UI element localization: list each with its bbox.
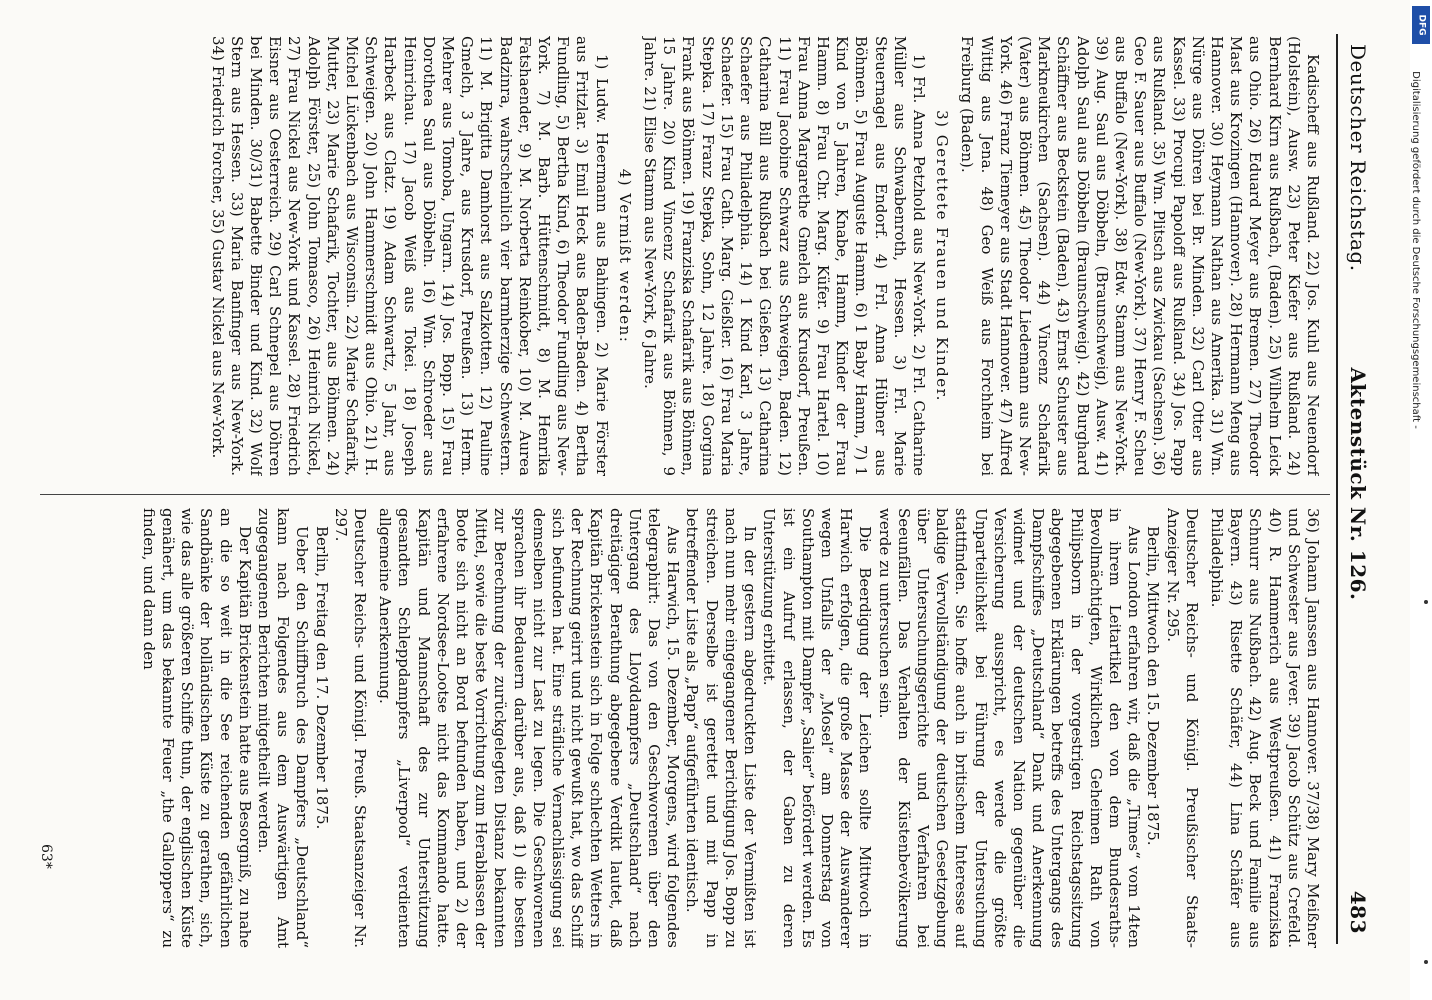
paragraph: 1) Frl. Anna Petzhold aus New-York. 2) Frl. Catharine Müller aus Schwabenroth, Hessen. 3) Frl. Marie Steuernagel aus Endorf. 4) Frl. Anna Hübner aus Böhmen. 5) Frau Auguste Hamm. 6) 1 Baby Hamm, 7) 1 Kind von 5 Jahren, Knabe, Hamm, Kinder der Frau Hamm. 8) Frau Chr. Marg. Küfer. 9) Frau Hartel. 10) Frau Anna Margarethe Gmelch aus Krusdorf, Preußen. 11) Frau Jacobine Schwarz aus Schweigen, Baden. 12) Catharina Bill aus Rußbach bei Gießen. 13) Catharina Schaefer aus Philadelphia. 14) 1 Kind Karl, 3 Jahre, Schaefer. 15) Frau Cath. Marg. Gießler. 16) Frau Maria Stepka. 17) Franz Stepka, Sohn, 12 Jahre. 18) Gorgina Frank aus Böhmen. 19) Franziska Schafarik aus Böhmen, 15 Jahre. 20) Kind Vincenz Schafarik aus Böhmen, 9 Jahre. 21) Elise Stamm aus New-York, 6 Jahre. — [641, 36, 928, 476]
section-heading: 3) Gerettete Frauen und Kinder. — [933, 110, 952, 402]
paragraph: 36) Johann Janssen aus Hannover. 37/38) Mary Meißner und Schwester aus Jever. 39) Jacob Schütz aus Crefeld. 40) R. Hammerich aus Westpreußen. 41) Franziska Schnurr aus Nußbach. 42) Aug. Beck und Familie aus Bayern. 43) Risette Schäfer, 44) Lina Schäfer aus Philadelphia. — [1207, 508, 1322, 948]
paragraph: Aus Harwich, 15. Dezember, Morgens, wird folgendes telegraphirt: Das von den Geschworenen über den Untergang des Lloyddampfers „Deutschland“ nach dreitägiger Berathung abgegebene Verdikt lautet, daß Kapitän Brickenstein sich in Folge schlechten Wetters in der Rechnung geirrt und nicht gewußt hat, wo das Schiff sich befunden hat. Eine sträfliche Vernachlässigung sei demselben nicht zur Last zu legen. Die Geschworenen sprachen ihr Bedauern darüber aus, daß 1) die besten zur Berechnung der zurückgelegten Distanz bekannten Mittel, sowie die beste Vorrichtung zum Herablassen der Boote sich nicht an Bord befunden haben, und 2) der erfahrene Nordsee-Lootse nicht das Kommando hatte. Kapitän und Mannschaft des zur Unterstützung gesandten Schleppdampfers „Liverpool“ verdienten allgemeine Anerkennung. — [376, 508, 683, 948]
paragraph: Die Beerdigung der Leichen sollte Mittwoch in Harwich erfolgen, die große Masse der Auswanderer wegen Unfalls der „Mosel“ am Donnerstag von Southampton mit Dampfer „Salier“ befördert werden. Es ist ein Aufruf erlassen, der Gaben zu deren Unterstützung erbittet. — [760, 508, 875, 948]
scan-mark-dot — [1424, 960, 1428, 964]
page-number: 483 — [1346, 890, 1370, 934]
paragraph: Ueber den Schiffbruch des Dampfers „Deutschland“ kann nach Folgendes aus dem Auswärtigen Amt zugegangenen Berichten mitgetheilt werden. — [255, 508, 312, 948]
paragraph: Der Kapitän Brickenstein hatte aus Besorgniß, zu nahe an die so weit in die See reichenden gefährlichen Sandbänke der holländischen Küste zu gerathen, sich, wie das alle größeren Schiffe thun, der englischen Küste genähert, um das bekannte Feuer „the Galloppers“ zu finden, und dann den — [139, 508, 254, 948]
paragraph: In der gestern abgedruckten Liste der Vermißten ist nach nun mehr eingegangener Berichtigung Jos. Bopp zu streichen. Derselbe ist gerettet und mit Papp in betreffender Liste als „Papp“ aufgeführten identisch. — [683, 508, 760, 948]
scan-mark-dot — [1424, 600, 1428, 604]
dfg-logo — [1412, 6, 1430, 44]
header-rule — [1336, 34, 1338, 944]
paragraph: 1) Ludw. Heermann aus Bahingen. 2) Marie Förster aus Fritzlar. 3) Emil Heck aus Baden-Baden. 4) Bertha Fundling, 5) Bertha Kind, 6) Theodor Fundling aus New-York. 7) M. Barb. Hüttenschmidt, 8) M. Henrika Fatshaender, 9) M. Norberta Reinkober, 10) M. Aurea Badzinra, wahrscheinlich vier barmherzige Schwestern. 11) M. Brigitta Damhorst aus Salzkotten. 12) Pauline Gmelch, 3 Jahre, aus Krusdorf, Preußen. 13) Herm. Mehrer aus Tomoba, Ungarn. 14) Jos. Bopp. 15) Frau Dorothea Saul aus Döbbeln. 16) Wm. Schroeder aus Heinrichau. 17) Jacob Weiß aus Tokei. 18) Joseph Harbeck aus Clatz. 19) Adam Schwartz, 5 Jahr, aus Schweigen. 20) John Hammerschmidt aus Ohio. 21) H. Michel Lückenbach aus Wisconsin. 22) Marie Schafarik, Mutter, 23) Marie Schafarik, Tochter, aus Böhmen. 24) Adolph Förster, 25) John Tomasco, 26) Heinrich Nickel, 27) Frau Nickel aus New-York und Kassel. 28) Friedrich Eisner aus Oesterreich. 29) Carl Schnepel aus Döhren bei Minden. 30/31) Babette Binder und Kind. 32) Wolf Stern aus Hessen. 33) Maria Banfinger aus New-York. 34) Friedrich Forcher, 35) Gustav Nickel aus New-York. — [208, 36, 611, 476]
rotated-document-page — [20, 24, 1410, 964]
left-column — [32, 36, 1322, 476]
header-left: Deutscher Reichstag. — [1346, 44, 1370, 272]
paragraph: Berlin, Freitag den 17. Dezember 1875. — [312, 526, 331, 830]
running-header — [1338, 24, 1370, 944]
section-heading: 4) Vermißt werden: — [615, 168, 634, 344]
source-citation: Deutscher Reichs- und Königl. Preußischer Staats-Anzeiger Nr. 295. — [1163, 508, 1201, 948]
column-divider — [40, 494, 1330, 495]
paragraph: Aus London erfahren wir, daß die „Times“ vom 14ten in ihrem Leitartikel den von dem Bundesraths-Bevollmächtigten, Wirklichen Geheimen Rath von Philipsborn in der vorgestrigen Reichstagssitzung abgegebenen Erklärungen betreffs des Untergangs des Dampfschiffes „Deutschland“ Dank und Anerkennung widmet und der deutschen Nation gegenüber die Versicherung ausspricht, es werde die größte Unparteilichkeit bei Führung der Untersuchung stattfinden. Sie hoffe auch in britischem Interesse auf baldige Vervollständigung der deutschen Gesetzgebung über Untersuchungsgerichte und Verfahren bei Seeunfällen. Das Verhalten der Küstenbevölkerung werde zu untersuchen sein. — [875, 508, 1144, 948]
page-content — [20, 24, 1380, 964]
right-column — [32, 508, 1322, 948]
signature-mark: 63* — [38, 844, 54, 869]
source-citation: Deutscher Reichs- und Königl. Preuß. Staatsanzeiger Nr. 297. — [331, 508, 370, 948]
paragraph: Berlin, Mittwoch den 15. Dezember 1875. — [1144, 526, 1163, 846]
dfg-logo-text: DFG — [1416, 14, 1427, 36]
dfg-notice-text: Digitalisierung gefördert durch die Deutsche Forschungsgemeinschaft - — [1410, 71, 1421, 429]
paragraph: Kadischeff aus Rußland. 22) Jos. Kuhl aus Neuendorf (Holstein), Ausw. 23) Peter Kiefer aus Rußland. 24) Bernhard Kirn aus Rußbach, (Baden). 25) Wilhelm Leick aus Ohio. 26) Eduard Meyer aus Bremen. 27) Theodor Mast aus Krozingen (Hannover). 28) Hermann Meng aus Hannover. 30) Heymann Nathan aus Amerika. 31) Wm. Nürge aus Döhren bei Br. Minden. 32) Carl Otter aus Kassel. 33) Procupi Papoloff aus Rußland. 34) Jos. Papp aus Rußland. 35) Wm. Plitsch aus Zwickau (Sachsen). 36) Geo F. Sauer aus Buffalo (New-York). 37) Henry F. Scheu aus Buffalo (New-York). 38) Edw. Stamm aus New-York. 39) Aug. Saul aus Döbbeln, (Braunschweig), Ausw. 41) Adolph Saul aus Döbbeln (Braunschweig). 42) Burghard Schäffner aus Beckstein (Baden). 43) Ernst Schuster aus Markneukirchen (Sachsen). 44) Vincenz Schafarik (Vater) aus Böhmen. 45) Theodor Liedemann aus New-York. 46) Franz Tiemeyer aus Stadt Hannover. 47) Alfred Wittig aus Jena. 48) Geo Weiß aus Forchheim bei Freiburg (Baden). — [958, 36, 1322, 476]
header-center: Aktenstück Nr. 126. — [1346, 367, 1370, 601]
